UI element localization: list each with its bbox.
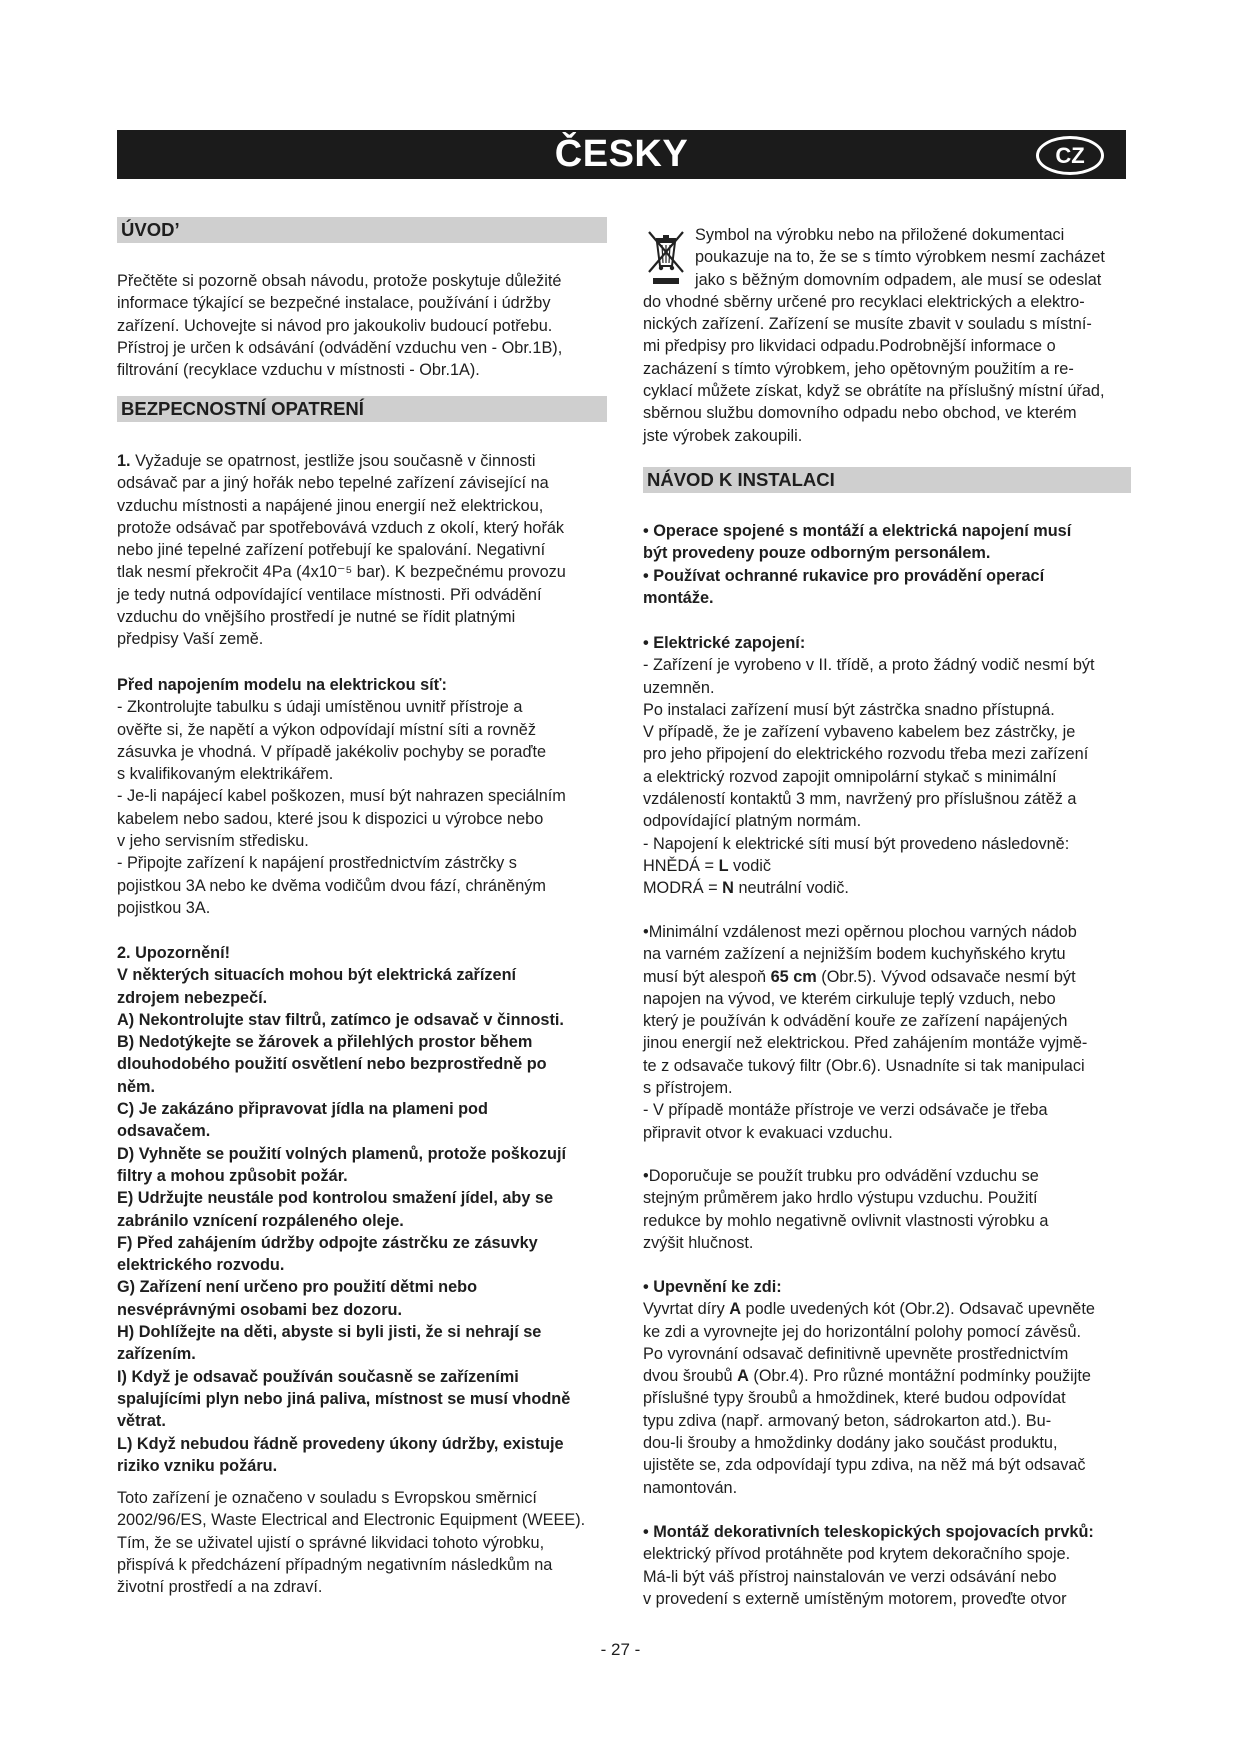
wall-line: typu zdiva (např. armovaný beton, sádrokarton atd.). Bu-	[643, 1411, 1052, 1430]
warning-line: větrat.	[117, 1412, 166, 1431]
distance-line: •Minimální vzdálenost mezi opěrnou plochou varných nádob	[643, 923, 1077, 941]
power-line: kabelem nebo sadou, které jsou k dispozici u výrobce nebo	[117, 809, 544, 828]
intro-heading: ÚVOD’	[117, 217, 607, 243]
warning-line: D) Vyhněte se použití volných plamenů, protože poškozují	[117, 1144, 566, 1163]
warning-line: L) Když nebudou řádně provedeny úkony údržby, existuje	[117, 1434, 564, 1453]
power-line: zásuvka je vhodná. V případě jakékoliv pochyby se poraďte	[117, 742, 547, 761]
warning-line: B) Nedotýkejte se žárovek a přilehlých prostor během	[117, 1033, 533, 1052]
language-badge: CZ	[1036, 136, 1104, 175]
electric-line: - Napojení k elektrické síti musí být provedeno následovně:	[643, 834, 1070, 853]
safety-line: vzduchu místnosti a napájené jinou energií než elektrickou,	[117, 496, 544, 515]
decor-line: v provedení s externě umístěným motorem, proveďte otvor	[643, 1589, 1067, 1608]
symbol-text	[643, 224, 1131, 447]
weee-line: Tím, že se uživatel ujistí o správné likvidaci tohoto výrobku,	[117, 1533, 545, 1552]
distance-line: na varném zažízení a nejnižším bodem kuchyňského krytu	[643, 945, 1066, 964]
page-number: - 27 -	[600, 1640, 641, 1659]
wall-line: ujistěte se, zda odpovídají typu zdiva, na něž má být odsavač	[643, 1456, 1086, 1475]
warning-line: filtry a mohou způsobit požár.	[117, 1166, 348, 1185]
warning-line: zařízením.	[117, 1345, 196, 1364]
wall-line: dou-li šrouby a hmoždinky dodány jako součást produktu,	[643, 1434, 1058, 1453]
safety-text	[117, 450, 607, 651]
safety-line: vzduchu do vnějšího prostředí je nutné se řídit platnými	[117, 608, 516, 627]
symbol-line: cyklací můžete získat, když se obrátíte na příslušný místní úřad,	[643, 382, 1105, 401]
electric-line: a elektrický rozvod zapojit omnipolární stykač s minimální	[643, 767, 1057, 786]
decor-heading: • Montáž dekorativních teleskopických spojovacích prvků:	[643, 1523, 1094, 1541]
weee-line: životní prostředí a na zdraví.	[117, 1578, 323, 1597]
distance-section	[643, 921, 1131, 1144]
warning-line: elektrického rozvodu.	[117, 1256, 285, 1275]
safety-line: 1. Vyžaduje se opatrnost, jestliže jsou současně v činnosti	[117, 452, 536, 470]
electric-line: vzdáleností kontaktů 3 mm, navržený pro příslušnou zátěž a	[643, 790, 1077, 809]
wall-line: příslušné typy šroubů a hmoždinek, které budou odpovídat	[643, 1389, 1066, 1408]
warning-line: nesvéprávnými osobami bez dozoru.	[117, 1300, 402, 1319]
distance-line: napojen na vývod, ve kterém cirkuluje teplý vzduch, nebo	[643, 989, 1056, 1008]
warning-line: A) Nekontrolujte stav filtrů, zatímco je odsavač v činnosti.	[117, 1010, 564, 1029]
symbol-line: mi předpisy pro likvidaci odpadu.Podrobnější informace o	[643, 337, 1056, 356]
decor-section	[643, 1521, 1131, 1610]
safety-line: tlak nesmí překročit 4Pa (4x10⁻⁵ bar). K bezpečnému provozu	[117, 563, 566, 582]
electric-line: pro jeho připojení do elektrického rozvodu třeba mezi zařízení	[643, 745, 1089, 764]
language-banner	[117, 130, 1126, 179]
decor-line: elektrický přívod protáhněte pod krytem dekoračního spoje.	[643, 1545, 1071, 1564]
intro-line: filtrování (recyklace vzduchu v místnosti - Obr.1A).	[117, 361, 480, 380]
power-line: v jeho servisním středisku.	[117, 832, 309, 851]
wall-section	[643, 1276, 1131, 1499]
pipe-line: zvýšit hlučnost.	[643, 1233, 754, 1252]
symbol-line: poukazuje na to, že se s tímto výrobkem nesmí zacházet	[695, 248, 1105, 267]
power-line: pojistkou 3A nebo ke dvěma vodičům dvou fází, chráněným	[117, 876, 546, 895]
pipe-section	[643, 1165, 1131, 1254]
warning-line: spalujícími plyn nebo jiná paliva, místnost se musí vhodně	[117, 1389, 571, 1408]
page-title: ČESKY	[554, 133, 689, 175]
electric-line: - Zařízení je vyrobeno v II. třídě, a proto žádný vodič nesmí být	[643, 656, 1095, 675]
power-line: ověřte si, že napětí a výkon odpovídají místní síti a rovněž	[117, 720, 537, 739]
wall-line: Vyvrtat díry A podle uvedených kót (Obr.2). Odsavač upevněte	[643, 1300, 1095, 1319]
warning-line: F) Před zahájením údržby odpojte zástrčku ze zásuvky	[117, 1233, 538, 1252]
intro-line: Přečtěte si pozorně obsah návodu, protože poskytuje důležité	[117, 272, 562, 290]
power-line: - Je-li napájecí kabel poškozen, musí být nahrazen speciálním	[117, 787, 566, 806]
safety-line: předpisy Vaší země.	[117, 630, 264, 649]
electric-line: uzemněn.	[643, 678, 715, 697]
note-line: být provedeny pouze odborným personálem.	[643, 544, 991, 563]
symbol-line: jako s běžným domovním odpadem, ale musí se odeslat	[695, 270, 1102, 289]
symbol-line: jste výrobek zakoupili.	[643, 426, 803, 445]
warning-line: odsavačem.	[117, 1122, 211, 1141]
safety-heading: BEZPECNOSTNÍ OPATRENÍ	[117, 396, 607, 422]
safety-line: protože odsávač par spotřebovává vzduch z okolí, který hořák	[117, 518, 565, 537]
distance-line: musí být alespoň 65 cm (Obr.5). Vývod odsavače nesmí být	[643, 967, 1076, 986]
wall-line: dvou šroubů A (Obr.4). Pro různé montážní podmínky použijte	[643, 1367, 1091, 1386]
symbol-line: nických zařízení. Zařízení se musíte zbavit v souladu s místní-	[643, 315, 1092, 334]
warning-line: zdrojem nebezpečí.	[117, 988, 268, 1007]
weee-line: Toto zařízení je označeno v souladu s Evropskou směrnicí	[117, 1489, 537, 1507]
warning-line: G) Zařízení není určeno pro použití dětmi nebo	[117, 1278, 478, 1297]
symbol-line: do vhodné sběrny určené pro recyklaci elektrických a elektro-	[643, 292, 1085, 311]
intro-line: Přístroj je určen k odsávání (odvádění vzduchu ven - Obr.1B),	[117, 338, 563, 357]
warning-section	[117, 942, 607, 1477]
distance-line: te z odsavače tukový filtr (Obr.6). Usnadníte si tak manipulaci	[643, 1056, 1085, 1075]
electric-section	[643, 632, 1131, 900]
power-heading: Před napojením modelu na elektrickou síť:	[117, 676, 447, 694]
symbol-line: sběrnou službu domovního odpadu nebo obchod, ve kterém	[643, 404, 1077, 423]
safety-line: nebo jiné tepelné zařízení potřebují ke spalování. Negativní	[117, 541, 546, 560]
wall-line: ke zdi a vyrovnejte jej do horizontální polohy pomocí závěsů.	[643, 1322, 1082, 1341]
weee-line: přispívá k předcházení případným negativním následkům na	[117, 1555, 553, 1574]
electric-line: odpovídající platným normám.	[643, 812, 862, 831]
power-line: - Připojte zařízení k napájení prostřednictvím zástrčky s	[117, 854, 517, 873]
power-line: s kvalifikovaným elektrikářem.	[117, 765, 334, 784]
safety-line: odsávač par a jiný hořák nebo tepelné zařízení závisející na	[117, 474, 549, 493]
wall-heading: • Upevnění ke zdi:	[643, 1278, 782, 1296]
weee-text	[117, 1487, 607, 1598]
warning-line: 2. Upozornění!	[117, 944, 231, 962]
symbol-line: zacházení s tímto výrobkem, jeho opětovným použitím a re-	[643, 359, 1074, 378]
warning-line: riziko vzniku požáru.	[117, 1456, 278, 1475]
pipe-line: •Doporučuje se použít trubku pro odvádění vzduchu se	[643, 1167, 1039, 1185]
distance-line: - V případě montáže přístroje ve verzi odsávače je třeba	[643, 1101, 1048, 1120]
wire-brown: HNĚDÁ = L vodič	[643, 856, 772, 875]
pipe-line: redukce by mohlo negativně ovlivnit vlastnosti výrobku a	[643, 1211, 1049, 1230]
note-line: • Operace spojené s montáží a elektrická napojení musí	[643, 522, 1072, 540]
warning-line: C) Je zakázáno připravovat jídla na plameni pod	[117, 1100, 488, 1119]
electric-heading: • Elektrické zapojení:	[643, 634, 806, 652]
intro-line: informace týkající se bezpečné instalace, používání i údržby	[117, 294, 551, 313]
distance-line: který je používán k odvádění kouře ze zařízení napájených	[643, 1012, 1068, 1031]
warning-line: V některých situacích mohou být elektrická zařízení	[117, 966, 517, 985]
wall-line: namontován.	[643, 1478, 738, 1497]
install-notes	[643, 520, 1131, 609]
distance-line: s přístrojem.	[643, 1079, 733, 1098]
intro-line: zařízení. Uchovejte si návod pro jakoukoliv budoucí potřebu.	[117, 316, 553, 335]
note-line: montáže.	[643, 588, 714, 607]
warning-line: E) Udržujte neustále pod kontrolou smažení jídel, aby se	[117, 1189, 554, 1208]
electric-line: V případě, že je zařízení vybaveno kabelem bez zástrčky, je	[643, 723, 1076, 742]
warning-line: I) Když je odsavač používán současně se zařízeními	[117, 1367, 519, 1386]
power-line: pojistkou 3A.	[117, 898, 211, 917]
warning-line: H) Dohlížejte na děti, abyste si byli jisti, že si nehrají se	[117, 1323, 542, 1342]
install-heading: NÁVOD K INSTALACI	[643, 467, 1131, 493]
safety-line: je tedy nutná odpovídající ventilace místnosti. Při odvádění	[117, 585, 542, 604]
electric-line: Po instalaci zařízení musí být zástrčka snadno přístupná.	[643, 700, 1055, 719]
wire-blue: MODRÁ = N neutrální vodič.	[643, 879, 849, 898]
symbol-line: Symbol na výrobku nebo na přiložené dokumentaci	[695, 226, 1065, 244]
decor-line: Má-li být váš přístroj nainstalován ve verzi odsávání nebo	[643, 1567, 1057, 1586]
note-line: • Používat ochranné rukavice pro provádění operací	[643, 566, 1045, 585]
power-line: - Zkontrolujte tabulku s údaji umístěnou uvnitř přístroje a	[117, 698, 523, 717]
wall-line: Po vyrovnání odsavač definitivně upevněte prostřednictvím	[643, 1344, 1069, 1363]
distance-line: jinou energií než elektrickou. Před zahájením montáže vyjmě-	[643, 1034, 1088, 1053]
intro-text	[117, 270, 607, 381]
warning-line: zabránilo vznícení rozpáleného oleje.	[117, 1211, 404, 1230]
distance-line: připravit otvor k evakuaci vzduchu.	[643, 1123, 893, 1142]
warning-line: něm.	[117, 1077, 156, 1096]
warning-line: dlouhodobého použití osvětlení nebo bezprostředně po	[117, 1055, 547, 1074]
power-section	[117, 674, 607, 919]
weee-line: 2002/96/ES, Waste Electrical and Electronic Equipment (WEEE).	[117, 1511, 586, 1530]
pipe-line: stejným průměrem jako hrdlo výstupu vzduchu. Použití	[643, 1189, 1038, 1208]
